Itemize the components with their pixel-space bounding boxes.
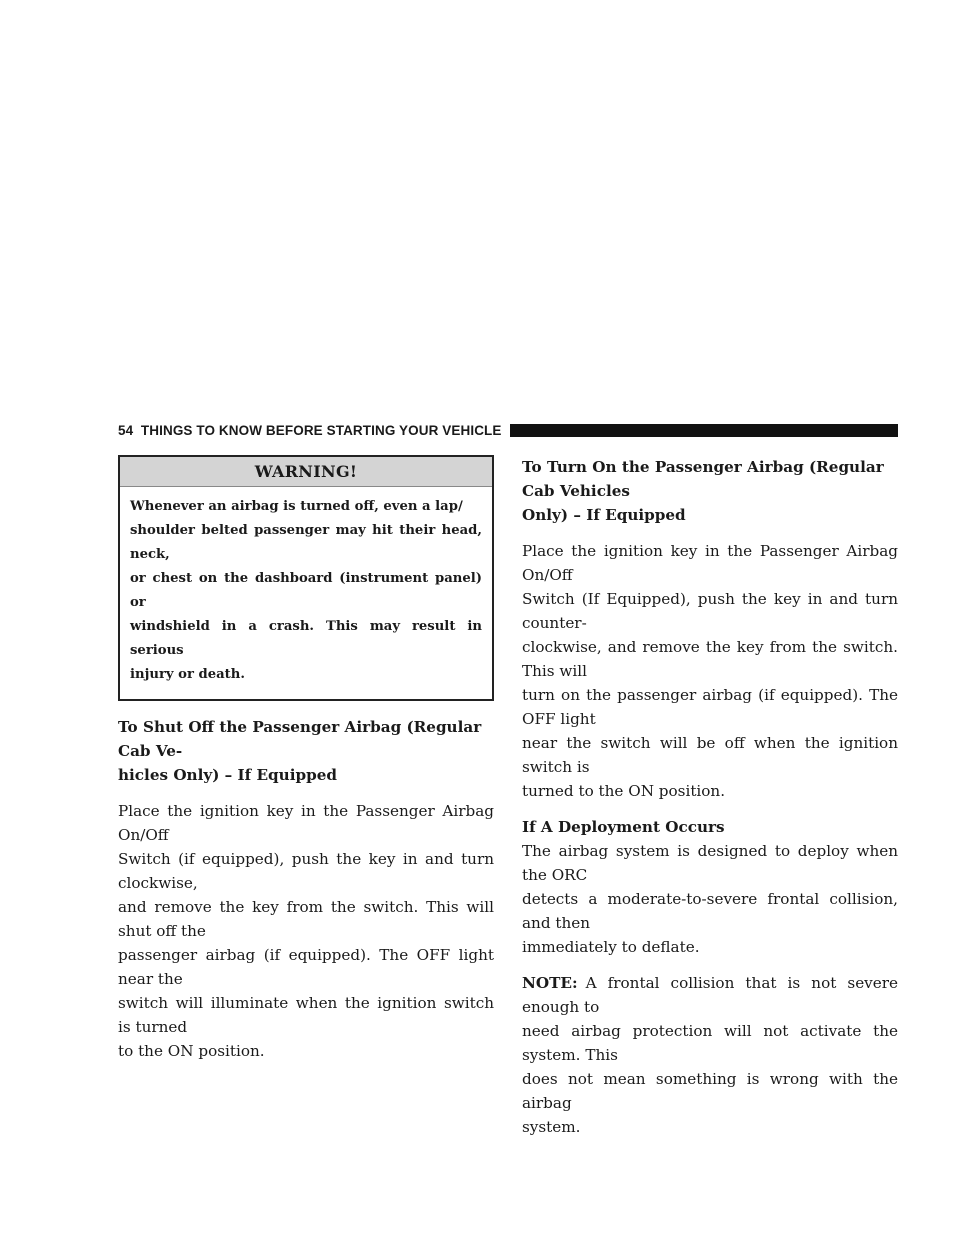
- body-line: immediately to deflate.: [522, 938, 700, 956]
- page-number: 54: [118, 422, 134, 438]
- note-label: NOTE:: [522, 974, 578, 992]
- body-line: clockwise, and remove the key from the switch. This will: [522, 638, 898, 680]
- body-line: A frontal collision that is not severe enough to: [522, 974, 898, 1016]
- body-line: turned to the ON position.: [522, 782, 726, 800]
- heading-line: To Turn On the Passenger Airbag (Regular Cab Vehicles: [522, 458, 884, 500]
- heading-line: Only) – If Equipped: [522, 506, 686, 524]
- body-line: near the switch will be off when the ignition switch is: [522, 734, 898, 776]
- body-line: to the ON position.: [118, 1042, 265, 1060]
- header-rule: [510, 424, 899, 437]
- body-line: Place the ignition key in the Passenger Airbag On/Off: [522, 542, 898, 584]
- note-paragraph: [522, 971, 898, 1139]
- warning-line: windshield in a crash. This may result in serious: [130, 619, 482, 658]
- deployment-paragraph: [522, 839, 898, 959]
- body-line: Switch (if equipped), push the key in and turn clockwise,: [118, 850, 494, 892]
- turnon-heading: [522, 455, 898, 527]
- warning-box: [118, 455, 494, 701]
- body-line: and remove the key from the switch. This will shut off the: [118, 898, 494, 940]
- warning-title: WARNING!: [120, 457, 492, 487]
- left-column: [118, 455, 494, 1063]
- warning-line: injury or death.: [130, 667, 245, 682]
- shutoff-paragraph: [118, 799, 494, 1063]
- shutoff-heading: [118, 715, 494, 787]
- right-column: [522, 455, 898, 1139]
- turnon-paragraph: [522, 539, 898, 803]
- body-line: need airbag protection will not activate the system. This: [522, 1022, 898, 1064]
- body-line: detects a moderate-to-severe frontal collision, and then: [522, 890, 898, 932]
- body-line: Switch (If Equipped), push the key in and turn counter-: [522, 590, 898, 632]
- body-line: The airbag system is designed to deploy when the ORC: [522, 842, 898, 884]
- body-line: passenger airbag (if equipped). The OFF light near the: [118, 946, 494, 988]
- body-line: does not mean something is wrong with the airbag: [522, 1070, 898, 1112]
- heading-line: hicles Only) – If Equipped: [118, 766, 338, 784]
- body-line: turn on the passenger airbag (if equipped). The OFF light: [522, 686, 898, 728]
- page-header: [118, 421, 898, 439]
- warning-text: [120, 487, 492, 699]
- section-title: THINGS TO KNOW BEFORE STARTING YOUR VEHICLE: [140, 422, 502, 438]
- warning-line: Whenever an airbag is turned off, even a lap/: [130, 499, 463, 514]
- warning-line: shoulder belted passenger may hit their head, neck,: [130, 523, 482, 562]
- body-line: switch will illuminate when the ignition switch is turned: [118, 994, 494, 1036]
- running-header: [118, 423, 502, 438]
- heading-line: To Shut Off the Passenger Airbag (Regular Cab Ve-: [118, 718, 482, 760]
- deployment-heading: If A Deployment Occurs: [522, 818, 725, 836]
- body-line: system.: [522, 1118, 581, 1136]
- body-line: Place the ignition key in the Passenger Airbag On/Off: [118, 802, 494, 844]
- warning-line: or chest on the dashboard (instrument panel) or: [130, 571, 482, 610]
